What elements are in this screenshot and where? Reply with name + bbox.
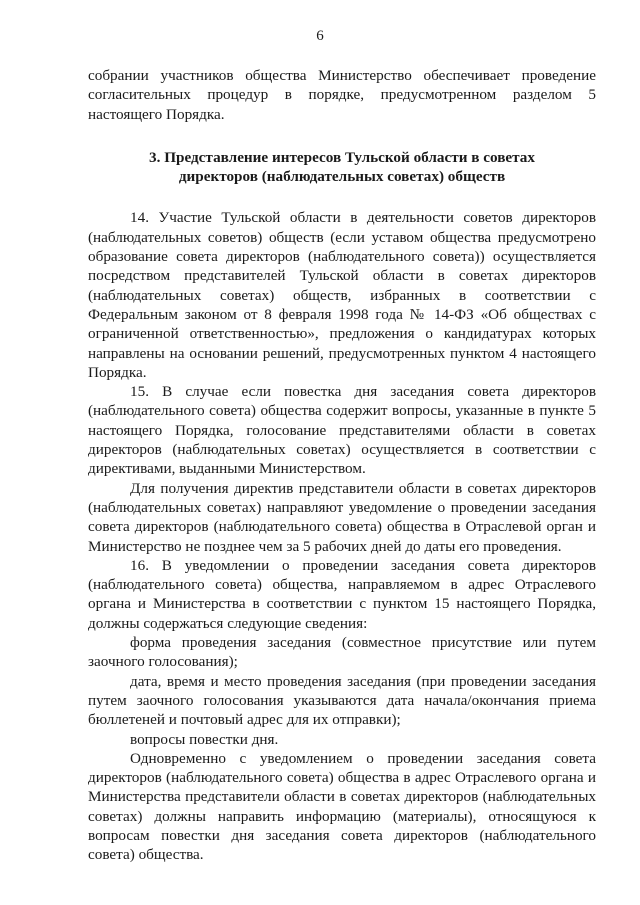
section-heading-line-2: директоров (наблюдательных советах) обществ [178, 168, 506, 186]
section-heading [88, 148, 596, 187]
page-number: 6 [316, 28, 324, 44]
list-item-agenda: вопросы повестки дня. [130, 730, 279, 748]
intro-paragraph: собрании участников общества Министерство обеспечивает проведение согласительных процедур в порядке, предусмотренном разделом 5 настоящего Порядка. [88, 67, 596, 123]
paragraph-simultaneous: Одновременно с уведомлением о проведении заседания совета директоров (наблюдательного совета) общества в адрес Отраслевого органа и Министерства представители области в советах директоров (наблюдательных советах) должны направить информацию (материалы), относящуюся к вопросам повестки дня заседания совета директоров (наблюдательного совета) общества. [88, 749, 596, 864]
document-body [88, 66, 596, 865]
paragraph-15: 15. В случае если повестка дня заседания совета директоров (наблюдательного совета) общества содержит вопросы, указанные в пункте 5 настоящего Порядка, голосование представителями области в советах директоров (наблюдательных советах) осуществляется в соответствии с директивами, выданными Министерством. [88, 383, 596, 478]
paragraph-16: 16. В уведомлении о проведении заседания совета директоров (наблюдательного совета) общества, направляемом в адрес Отраслевого органа и Министерства в соответствии с пунктом 15 настоящего Порядка, должны содержаться следующие сведения: [88, 556, 596, 632]
paragraph-directives: Для получения директив представители области в советах директоров (наблюдательных советах) направляют уведомление о проведении заседания совета директоров (наблюдательного совета) общества в Отраслевой орган и Министерство не позднее чем за 5 рабочих дней до даты его проведения. [88, 479, 596, 555]
list-item-datetime: дата, время и место проведения заседания (при проведении заседания путем заочного голосования указываются дата начала/окончания приема бюллетеней и почтовый адрес для их отправки); [88, 672, 596, 729]
list-item-form: форма проведения заседания (совместное присутствие или путем заочного голосования); [88, 634, 596, 671]
section-heading-line-1: 3. Представление интересов Тульской области в советах [149, 148, 535, 166]
paragraph-14: 14. Участие Тульской области в деятельности советов директоров (наблюдательных советов) обществ (если уставом общества предусмотрено образование совета директоров (наблюдательного совета)) осуществляется посредством представителей Тульской области в советах директоров (наблюдательных советах) обществ, избранных в соответствии с Федеральным законом от 8 февраля 1998 года № 14-ФЗ «Об обществах с ограниченной ответственностью», предложения о кандидатурах которых направлены на основании решений, предусмотренных пунктом 4 настоящего Порядка. [88, 209, 596, 381]
